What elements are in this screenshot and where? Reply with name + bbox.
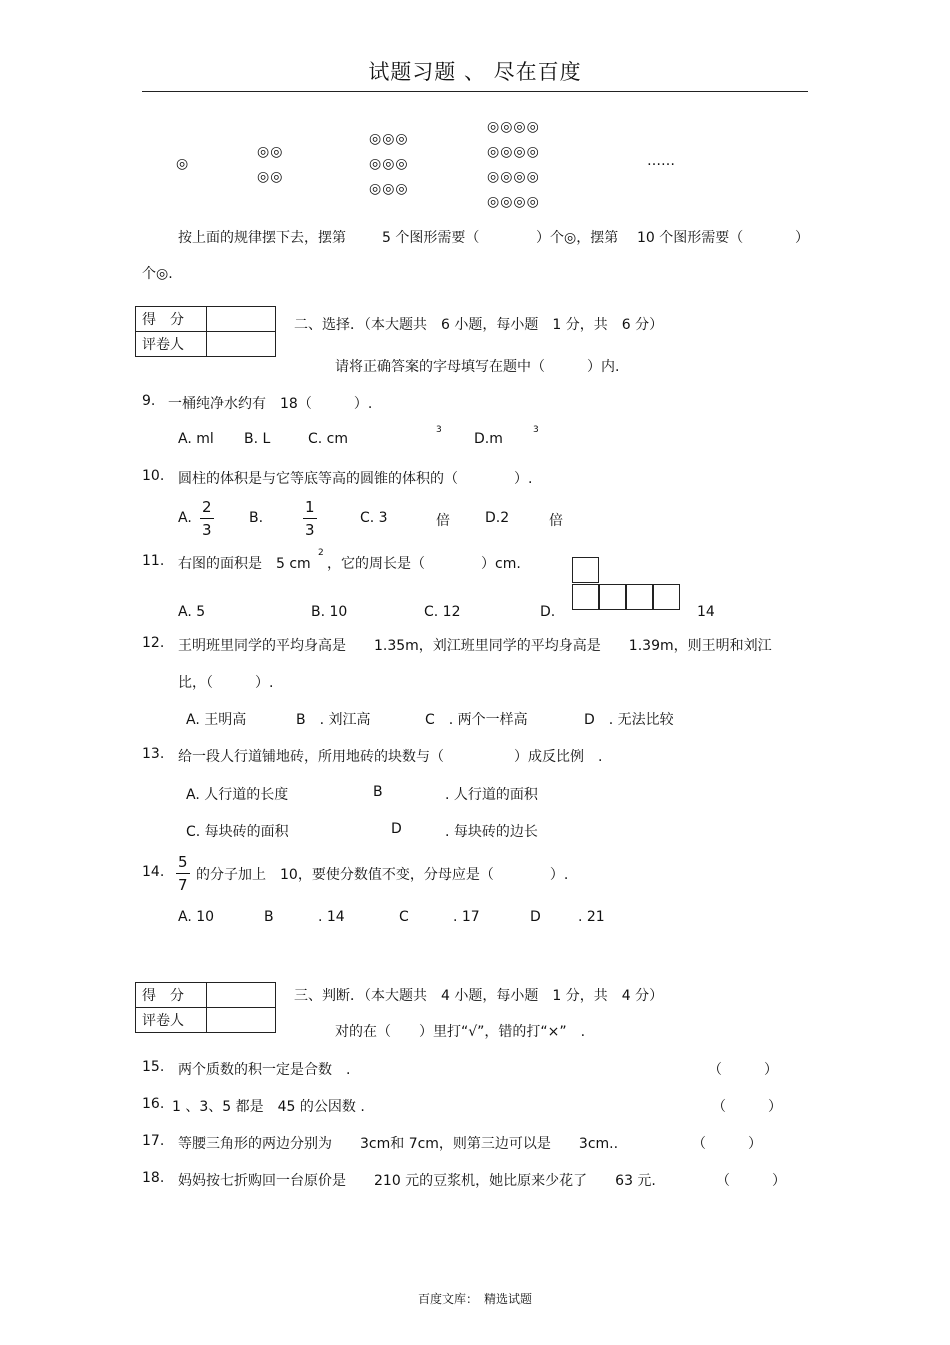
grid-square <box>572 584 599 610</box>
q15-number: 15. <box>142 1059 165 1075</box>
score-table-section2 <box>135 306 276 357</box>
pattern-figure-4 <box>487 115 540 215</box>
q17-number: 17. <box>142 1133 165 1149</box>
q9-option-a: A. ml <box>178 431 214 447</box>
q9-option-c-superscript: 3 <box>436 425 442 435</box>
q14-number: 14. <box>142 864 165 880</box>
q8-text-a: 按上面的规律摆下去，摆第 <box>178 230 346 246</box>
q14-option-d-label: D <box>530 909 541 925</box>
pattern-figure-3 <box>369 127 409 202</box>
q13-option-b: . 人行道的面积 <box>445 787 538 803</box>
pattern-row: ◎◎◎◎ <box>487 194 540 210</box>
q16-stem: 1 、3、5 都是 45 的公因数 . <box>172 1099 365 1115</box>
grid-square <box>599 584 626 610</box>
pattern-ellipsis: …… <box>647 153 675 169</box>
pattern-row: ◎◎◎ <box>369 156 409 172</box>
q14-fraction <box>176 851 190 896</box>
q11-option-a: A. 5 <box>178 604 206 620</box>
grader-cell[interactable] <box>207 1008 276 1033</box>
q10-option-d-unit: 倍 <box>549 513 563 529</box>
grader-cell[interactable] <box>207 332 276 357</box>
q14-option-a: A. 10 <box>178 909 215 925</box>
q11-option-b: B. 10 <box>311 604 348 620</box>
q14-option-c-label: C <box>399 909 409 925</box>
q16-answer-parens[interactable]: （ ） <box>712 1099 782 1115</box>
section3-title: 三、判断．（本大题共 4 小题，每小题 1 分，共 4 分） <box>294 988 664 1004</box>
q8-text-b: 5 个图形需要（ <box>382 230 480 246</box>
q10-option-d: D.2 <box>485 510 510 526</box>
q12-option-d: D . 无法比较 <box>584 712 674 728</box>
score-cell[interactable] <box>207 983 276 1008</box>
q9-option-d-superscript: 3 <box>533 425 539 435</box>
q9-stem: 一桶纯净水约有 18（ ）. <box>168 396 373 412</box>
q14-option-b-label: B <box>264 909 274 925</box>
fraction-denominator: 3 <box>202 521 212 539</box>
q8-text-line2: 个◎. <box>142 266 173 282</box>
q13-number: 13. <box>142 746 165 762</box>
q11-option-d-value: 14 <box>697 604 715 620</box>
q12-number: 12. <box>142 635 165 651</box>
header-divider <box>142 91 808 92</box>
score-label: 得 分 <box>136 983 207 1008</box>
q14-stem: 的分子加上 10，要使分数值不变，分母应是（ ）. <box>196 867 569 883</box>
q15-stem: 两个质数的积一定是合数 . <box>178 1062 351 1078</box>
fraction-numerator: 5 <box>176 851 190 874</box>
grid-square <box>653 584 680 610</box>
q10-option-b-fraction <box>303 496 317 541</box>
q11-option-d: D. <box>540 604 556 620</box>
q12-option-a: A. 王明高 <box>186 712 247 728</box>
fraction-numerator: 2 <box>200 496 214 519</box>
q13-option-c: C. 每块砖的面积 <box>186 824 289 840</box>
grid-square <box>626 584 653 610</box>
q18-answer-parens[interactable]: （ ） <box>716 1173 786 1189</box>
fraction-denominator: 3 <box>305 521 315 539</box>
q11-number: 11. <box>142 553 165 569</box>
q10-option-c-unit: 倍 <box>436 513 450 529</box>
pattern-row: ◎◎◎ <box>369 181 409 197</box>
q14-option-d: . 21 <box>578 909 605 925</box>
q12-stem-b: 比，（ ）. <box>178 675 274 691</box>
section2-instruction: 请将正确答案的字母填写在题中（ ）内. <box>335 359 620 375</box>
q12-option-b: B . 刘江高 <box>296 712 371 728</box>
grader-label: 评卷人 <box>136 332 207 357</box>
q10-option-a-fraction <box>200 496 214 541</box>
q10-option-c: C. 3 <box>360 510 388 526</box>
q13-option-d: . 每块砖的边长 <box>445 824 538 840</box>
q16-number: 16. <box>142 1096 165 1112</box>
grader-label: 评卷人 <box>136 1008 207 1033</box>
pattern-row: ◎◎ <box>257 169 284 185</box>
score-cell[interactable] <box>207 307 276 332</box>
q18-number: 18. <box>142 1170 165 1186</box>
pattern-row: ◎◎◎◎ <box>487 119 540 135</box>
q13-stem: 给一段人行道铺地砖，所用地砖的块数与（ ）成反比例 . <box>178 749 603 765</box>
q11-stem-b: ，它的周长是（ ）cm. <box>327 556 521 572</box>
q10-option-a-label: A. <box>178 510 192 526</box>
q13-option-a: A. 人行道的长度 <box>186 787 289 803</box>
q14-option-c: . 17 <box>453 909 480 925</box>
pattern-row: ◎ <box>176 156 190 172</box>
q11-grid-figure <box>572 557 681 612</box>
q8-text-d: 10 个图形需要（ <box>637 230 744 246</box>
q11-stem-superscript: 2 <box>318 548 324 558</box>
q12-stem-a: 王明班里同学的平均身高是 1.35m，刘江班里同学的平均身高是 1.39m，则王明和刘江 <box>178 638 772 654</box>
q8-text-c: ）个◎，摆第 <box>536 230 619 246</box>
pattern-figure-1 <box>176 152 189 177</box>
page-footer: 百度文库： 精选试题 <box>417 1292 532 1306</box>
grid-square <box>572 557 599 583</box>
q17-stem: 等腰三角形的两边分别为 3cm和 7cm，则第三边可以是 3cm.. <box>178 1136 619 1152</box>
pattern-row: ◎◎◎◎ <box>487 169 540 185</box>
q14-option-b: . 14 <box>318 909 345 925</box>
score-label: 得 分 <box>136 307 207 332</box>
fraction-denominator: 7 <box>178 876 188 894</box>
q13-option-d-label: D <box>391 821 402 837</box>
page-title: 试题习题 、 尽在百度 <box>368 60 582 84</box>
q9-option-d: D.m <box>474 431 503 447</box>
q18-stem: 妈妈按七折购回一台原价是 210 元的豆浆机，她比原来少花了 63 元. <box>178 1173 656 1189</box>
q10-option-b-label: B. <box>249 510 264 526</box>
q11-stem-a: 右图的面积是 5 cm <box>178 556 311 572</box>
q10-stem: 圆柱的体积是与它等底等高的圆锥的体积的（ ）. <box>178 471 533 487</box>
q9-option-c: C. cm <box>308 431 349 447</box>
q9-number: 9. <box>142 393 156 409</box>
pattern-figure-2 <box>257 140 283 190</box>
section2-title: 二、选择．（本大题共 6 小题，每小题 1 分，共 6 分） <box>294 317 664 333</box>
section3-instruction: 对的在（ ）里打“√”，错的打“×” . <box>335 1024 586 1040</box>
pattern-row: ◎◎◎◎ <box>487 144 540 160</box>
pattern-row: ◎◎◎ <box>369 131 409 147</box>
score-table-section3 <box>135 982 276 1033</box>
pattern-row: ◎◎ <box>257 144 284 160</box>
q13-option-b-label: B <box>373 784 383 800</box>
q17-answer-parens[interactable]: （ ） <box>692 1136 762 1152</box>
fraction-numerator: 1 <box>303 496 317 519</box>
q10-number: 10. <box>142 468 165 484</box>
q12-option-c: C . 两个一样高 <box>425 712 528 728</box>
q11-option-c: C. 12 <box>424 604 461 620</box>
q15-answer-parens[interactable]: （ ） <box>708 1062 778 1078</box>
q8-text-e: ） <box>795 230 809 246</box>
q9-option-b: B. L <box>244 431 271 447</box>
